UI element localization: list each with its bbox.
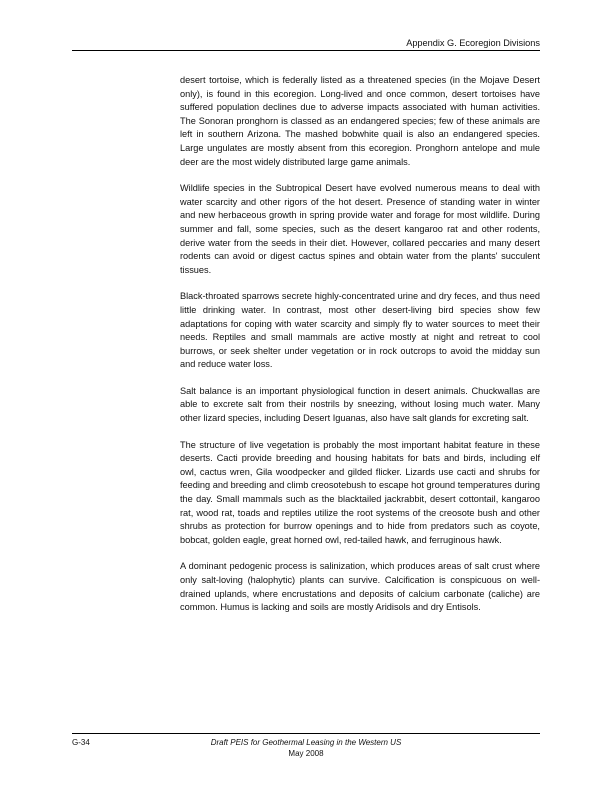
paragraph-5: The structure of live vegetation is probably the most important habitat feature in these deserts. Cacti provide breeding and housing habitats for bats and birds, including elf owl, cactus wren, Gila woodpecker and gilded flicker. Lizards use cacti and shrubs for feeding and breeding and climb creosotebush to escape hot ground temperatures during the day. Small mammals such as the blacktailed jackrabbit, desert cottontail, kangaroo rat, wood rat, toads and reptiles utilize the root systems of the creosote bush and other shrubs as protection for burrow openings and to hide from predators such as coyote, bobcat, golden eagle, great horned owl, red-tailed hawk, and ferruginous hawk. bbox=[180, 439, 540, 545]
paragraph-1: desert tortoise, which is federally listed as a threatened species (in the Mojave Desert only), is found in this ecoregion. Long-lived and once common, desert tortoises have suffered population declines due to adverse impacts associated with human activities. The Sonoran pronghorn is classed as an endangered species; few of these animals are left in southern Arizona. The mashed bobwhite quail is also an endangered species. Large ungulates are mostly absent from this ecoregion. Pronghorn antelope and mule deer are the most widely distributed large game animals. bbox=[180, 75, 540, 167]
paragraph-2: Wildlife species in the Subtropical Desert have evolved numerous means to deal with water scarcity and other rigors of the hot desert. Presence of standing water in winter and new herbaceous growth in spring provide water and forage for most wildlife. During summer and fall, some species, such as the desert kangaroo rat and other rodents, derive water from the seeds in their diet. However, collared peccaries and many desert rodents can avoid or digest cactus spines and obtain water from the plants' succulent tissues. bbox=[180, 183, 540, 275]
paragraph-3: Black-throated sparrows secrete highly-concentrated urine and dry feces, and thus need little drinking water. In contrast, most other desert-living bird species show few adaptations for coping with water scarcity and simply fly to water sources to meet their needs. Reptiles and small mammals are active mostly at night and retreat to cool burrows, or seek shelter under vegetation or in rock outcrops to avoid the midday sun and reduce water loss. bbox=[180, 291, 540, 370]
footer-document-title: Draft PEIS for Geothermal Leasing in the Western US bbox=[210, 738, 402, 747]
paragraph-4: Salt balance is an important physiological function in desert animals. Chuckwallas are able to excrete salt from their nostrils by sneezing, without losing much water. Many other lizard species, including Desert Iguanas, also have salt glands for excreting salt. bbox=[180, 385, 540, 424]
body-text bbox=[180, 74, 540, 628]
running-header-title: Appendix G. Ecoregion Divisions bbox=[406, 38, 540, 48]
page-number: G-34 bbox=[72, 738, 90, 747]
footer-rule bbox=[72, 733, 540, 734]
paragraph-6: A dominant pedogenic process is salinization, which produces areas of salt crust where only salt-loving (halophytic) plants can survive. Calcification is conspicuous on well-drained uplands, where encrustations and deposits of calcium carbonate (caliche) are common. Humus is lacking and soils are mostly Aridisols and dry Entisols. bbox=[180, 561, 540, 613]
header-rule bbox=[72, 50, 540, 51]
footer-date: May 2008 bbox=[288, 749, 324, 758]
